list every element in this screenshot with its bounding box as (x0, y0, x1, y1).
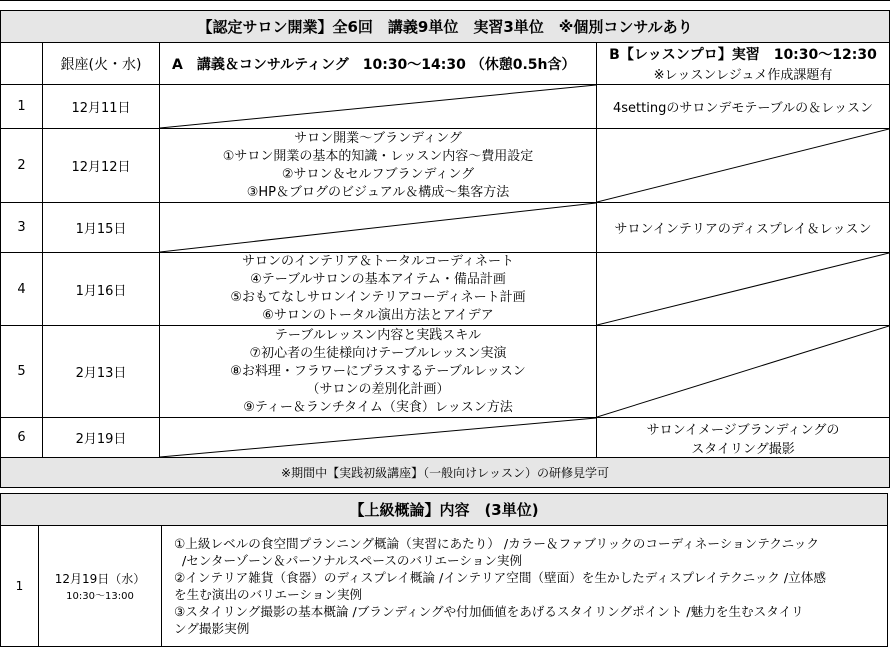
row-b-content: サロンインテリアのディスプレイ＆レッスン (597, 203, 890, 253)
table1-footer: ※期間中【実践初級講座】（一般向けレッスン）の研修見学可 (1, 458, 890, 488)
row-no: 3 (1, 203, 43, 253)
row-b-content: サロンイメージブランディングの スタイリング撮影 (597, 418, 890, 458)
row-no: 5 (1, 326, 43, 418)
advanced-course-table (0, 493, 888, 647)
row-a-content: テーブルレッスン内容と実践スキル ⑦初心者の生徒様向けテーブルレッスン実演 ⑧お料理・フラワーにプラスするテーブルレッスン （サロンの差別化計画） ⑨ティー＆ランチタイム（実食）レッスン方法 (160, 326, 597, 418)
row-date: 2月13日 (43, 326, 160, 418)
table-row (1, 326, 890, 418)
diagonal-line (160, 85, 596, 128)
row-date: 1月15日 (43, 203, 160, 253)
row-date: 1月16日 (43, 253, 160, 326)
row-a-empty (160, 85, 597, 129)
row-b-content: 4settingのサロンデモテーブルの＆レッスン (597, 85, 890, 129)
row-no: 4 (1, 253, 43, 326)
salon-course-table (0, 10, 890, 488)
table-row (1, 85, 890, 129)
row-no: 2 (1, 129, 43, 203)
row-a-content: サロン開業〜ブランディング ①サロン開業の基本的知識・レッスン内容〜費用設定 ②サロン＆セルフブランディング ③HP＆ブログのビジュアル＆構成〜集客方法 (160, 129, 597, 203)
row-date: 2月19日 (43, 418, 160, 458)
table-row (1, 129, 890, 203)
row-no: 1 (1, 85, 43, 129)
table-row (1, 203, 890, 253)
header-col-b-line1: B【レッスンプロ】実習 10:30〜12:30 (609, 47, 877, 63)
table-row (1, 526, 888, 647)
row-a-content: サロンのインテリア＆トータルコーディネート ④テーブルサロンの基本アイテム・備品計画 ⑤おもてなしサロンインテリアコーディネート計画 ⑥サロンのトータル演出方法とアイデア (160, 253, 597, 326)
row-date: 12月19日（水） 10:30〜13:00 (39, 526, 162, 647)
row-content: ①上級レベルの食空間プランニング概論（実習にあたり） /カラー＆ファブリックのコーディネーションテクニック /センターゾーン＆パーソナルスペースのバリエーション実例 ②インテリア雑貨（食器）のディスプレイ概論 /インテリア空間（壁面）を生かしたディスプレイテクニック /立体感 を生む演出のバリエーション実例 ③スタイリング撮影の基本概論 /ブランディングや付加価値をあげるスタイリングポイント /魅力を生むスタイリ ング撮影実例 (162, 526, 888, 647)
diagonal-line (597, 326, 889, 417)
row-no: 1 (1, 526, 39, 647)
header-col-a: A 講義＆コンサルティング 10:30〜14:30 （休憩0.5h含） (160, 43, 597, 85)
diagonal-line (597, 129, 889, 202)
row-b-empty (597, 253, 890, 326)
row-b-empty (597, 326, 890, 418)
row-a-empty (160, 203, 597, 253)
table2-title: 【上級概論】内容 (3単位) (1, 494, 888, 526)
row-date: 12月11日 (43, 85, 160, 129)
diagonal-line (160, 203, 596, 252)
row-date: 12月12日 (43, 129, 160, 203)
top-border-line (0, 0, 890, 2)
header-date: 銀座(火・水) (43, 43, 160, 85)
row-b-empty (597, 129, 890, 203)
table1-title: 【認定サロン開業】全6回 講義9単位 実習3単位 ※個別コンサルあり (1, 11, 890, 43)
header-no (1, 43, 43, 85)
row-a-empty (160, 418, 597, 458)
diagonal-line (160, 418, 596, 457)
row-no: 6 (1, 418, 43, 458)
table-row (1, 253, 890, 326)
header-col-b-line2: ※レッスンレジュメ作成課題有 (653, 68, 833, 83)
diagonal-line (597, 253, 889, 325)
table-row (1, 418, 890, 458)
header-col-b (597, 43, 890, 85)
